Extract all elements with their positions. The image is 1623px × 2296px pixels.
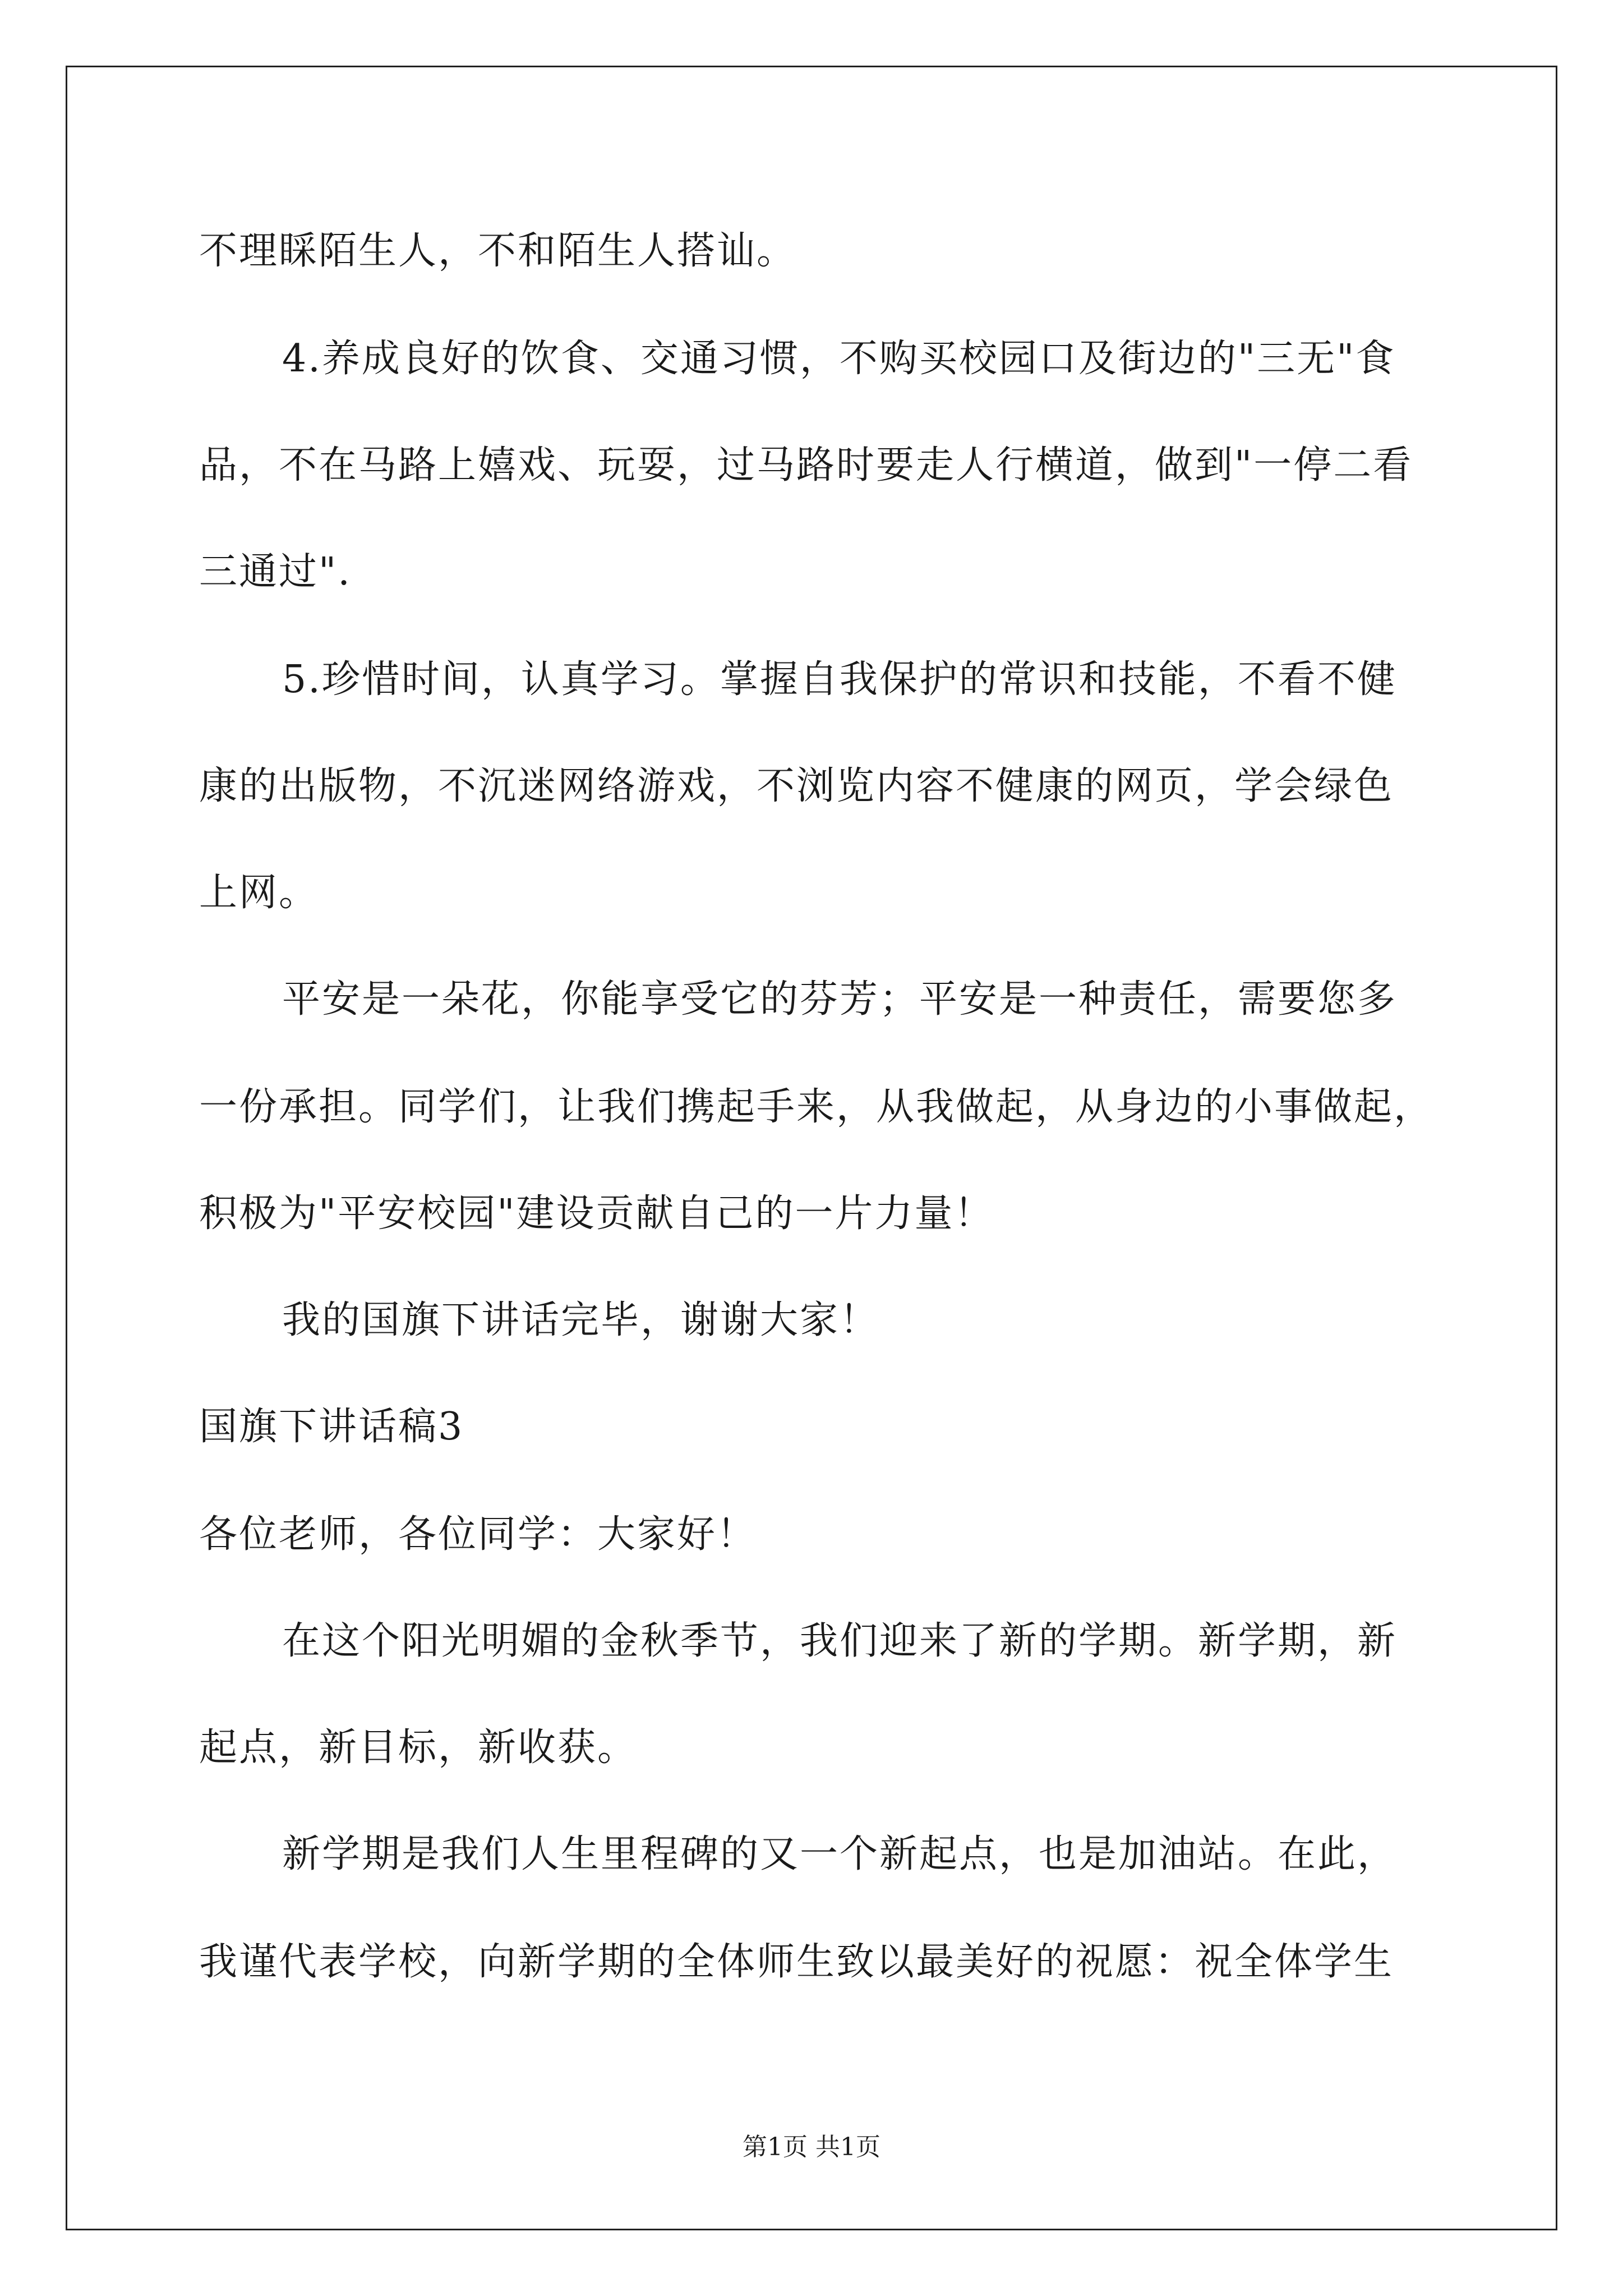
text-line: 我谨代表学校，向新学期的全体师生致以最美好的祝愿：祝全体学生 [199, 1940, 1394, 1984]
text-line: 品，不在马路上嬉戏、玩耍，过马路时要走人行横道，做到"一停二看 [199, 443, 1413, 487]
greeting-line: 各位老师，各位同学：大家好！ [199, 1512, 757, 1557]
text-line: 上网。 [199, 871, 319, 915]
text-line: 积极为"平安校园"建设贡献自己的一片力量！ [199, 1191, 994, 1236]
text-line: 4.养成良好的饮食、交通习惯，不购买校园口及街边的"三无"食 [282, 337, 1396, 381]
text-line: 5.珍惜时间，认真学习。掌握自我保护的常识和技能，不看不健 [282, 657, 1397, 702]
text-line: 三通过". [199, 550, 352, 594]
text-line: 起点，新目标，新收获。 [199, 1726, 638, 1770]
text-line: 新学期是我们人生里程碑的又一个新起点，也是加油站。在此， [282, 1832, 1398, 1876]
page-border [66, 66, 1557, 2230]
text-line: 康的出版物，不沉迷网络游戏，不浏览内容不健康的网页，学会绿色 [199, 764, 1394, 808]
text-line: 在这个阳光明媚的金秋季节，我们迎来了新的学期。新学期，新 [282, 1619, 1398, 1663]
text-line: 我的国旗下讲话完毕，谢谢大家！ [282, 1298, 880, 1342]
text-line: 平安是一朵花，你能享受它的芬芳；平安是一种责任，需要您多 [282, 977, 1398, 1022]
text-line: 不理睬陌生人，不和陌生人搭讪。 [199, 229, 797, 273]
section-heading: 国旗下讲话稿3 [199, 1405, 464, 1449]
page-footer: 第1页 共1页 [743, 2133, 880, 2161]
text-line: 一份承担。同学们，让我们携起手来，从我做起，从身边的小事做起， [199, 1085, 1434, 1129]
